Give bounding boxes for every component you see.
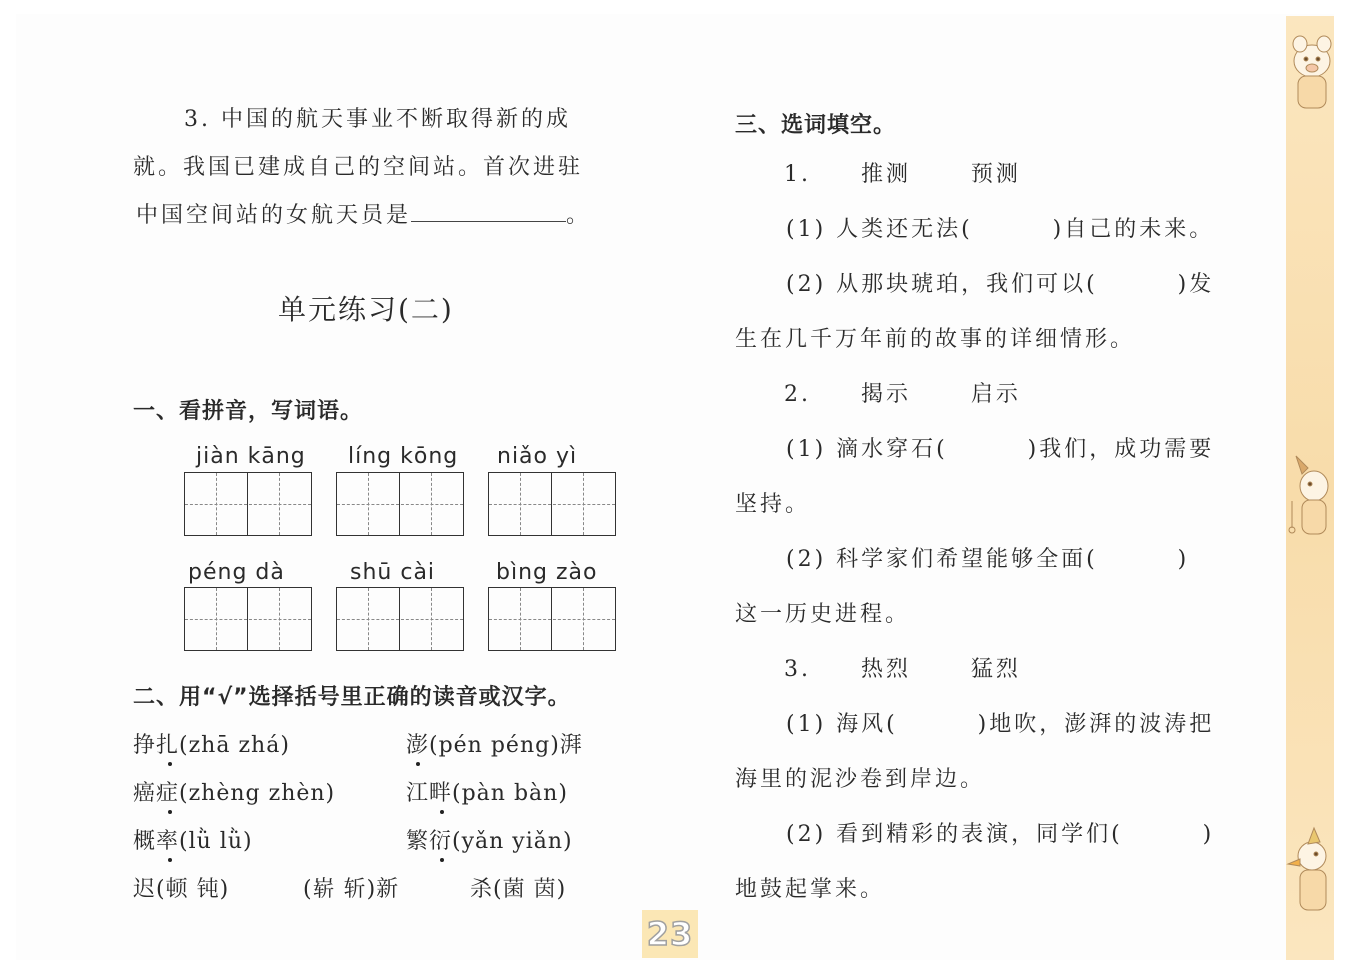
writing-grid[interactable] <box>184 472 312 536</box>
question-3-end: 。 <box>566 203 592 228</box>
emphasis-dot <box>416 762 420 766</box>
fill-line: 1. 推测 预测 <box>784 162 1021 187</box>
answer-blank[interactable] <box>411 205 566 222</box>
fill-line: 这一历史进程。 <box>735 602 911 627</box>
fill-line: 3. 热烈 猛烈 <box>784 657 1021 682</box>
pronunciation-item[interactable]: 江畔(pàn bàn) <box>406 781 568 806</box>
section-3-heading: 三、选词填空。 <box>735 113 897 138</box>
writing-grid[interactable] <box>184 587 312 651</box>
fill-line[interactable]: (2) 看到精彩的表演，同学们( ) <box>786 822 1215 847</box>
pinyin-label: péng dà <box>188 560 285 585</box>
writing-grid[interactable] <box>336 472 464 536</box>
fill-line[interactable]: (1) 海风( )地吹，澎湃的波涛把 <box>786 712 1215 737</box>
pronunciation-item[interactable]: 癌症(zhèng zhèn) <box>133 781 336 806</box>
duck-character-icon <box>1288 828 1326 910</box>
pronunciation-item[interactable]: 澎(pén péng)湃 <box>406 733 583 758</box>
fill-line[interactable]: (2) 从那块琥珀，我们可以( )发 <box>786 272 1215 297</box>
fill-line[interactable]: (1) 人类还无法( )自己的未来。 <box>786 217 1215 242</box>
emphasis-dot <box>168 858 172 862</box>
pinyin-label: shū cài <box>350 560 436 585</box>
emphasis-dot <box>168 762 172 766</box>
fill-line: 2. 揭示 启示 <box>784 382 1021 407</box>
page-number: 23 <box>642 910 698 958</box>
emphasis-dot <box>440 810 444 814</box>
writing-grid[interactable] <box>336 587 464 651</box>
section-1-heading: 一、看拼音，写词语。 <box>133 399 364 424</box>
decorative-sidebar <box>1286 16 1334 960</box>
writing-grid[interactable] <box>488 587 616 651</box>
pronunciation-item[interactable]: 挣扎(zhā zhá) <box>133 733 290 758</box>
fill-line: 生在几千万年前的故事的详细情形。 <box>735 327 1136 352</box>
character-choice[interactable]: 杀(菌 茵) <box>470 877 567 902</box>
pig-character-icon <box>1293 36 1331 108</box>
pronunciation-item[interactable]: 概率(lǜ lǜ) <box>133 829 253 854</box>
question-3-line-3 <box>136 198 591 229</box>
unit-title: 单元练习(二) <box>278 293 454 326</box>
question-3-line-2: 就。我国已建成自己的空间站。首次进驻 <box>133 155 584 180</box>
fill-line[interactable]: (2) 科学家们希望能够全面( ) <box>786 547 1190 572</box>
emphasis-dot <box>168 810 172 814</box>
fill-line: 海里的泥沙卷到岸边。 <box>735 767 986 792</box>
fill-line: 地鼓起掌来。 <box>735 877 886 902</box>
fill-line: 坚持。 <box>735 492 811 517</box>
pinyin-label: jiàn kāng <box>196 444 306 469</box>
question-3-text: 中国空间站的女航天员是 <box>136 203 412 228</box>
writing-grid[interactable] <box>488 472 616 536</box>
question-3-line-1: 3. 中国的航天事业不断取得新的成 <box>184 107 571 132</box>
emphasis-dot <box>440 858 444 862</box>
pinyin-label: líng kōng <box>348 444 459 469</box>
section-2-heading: 二、用“√”选择括号里正确的读音或汉字。 <box>133 685 571 710</box>
dog-character-icon <box>1289 456 1328 534</box>
pinyin-label: niǎo yì <box>497 444 578 469</box>
pinyin-label: bìng zào <box>496 560 598 585</box>
character-choice[interactable]: 迟(顿 钝) <box>133 877 230 902</box>
fill-line[interactable]: (1) 滴水穿石( )我们，成功需要 <box>786 437 1215 462</box>
pronunciation-item[interactable]: 繁衍(yǎn yiǎn) <box>406 829 573 854</box>
cartoon-characters-illustration <box>1286 16 1334 960</box>
character-choice[interactable]: (崭 斩)新 <box>303 877 400 902</box>
